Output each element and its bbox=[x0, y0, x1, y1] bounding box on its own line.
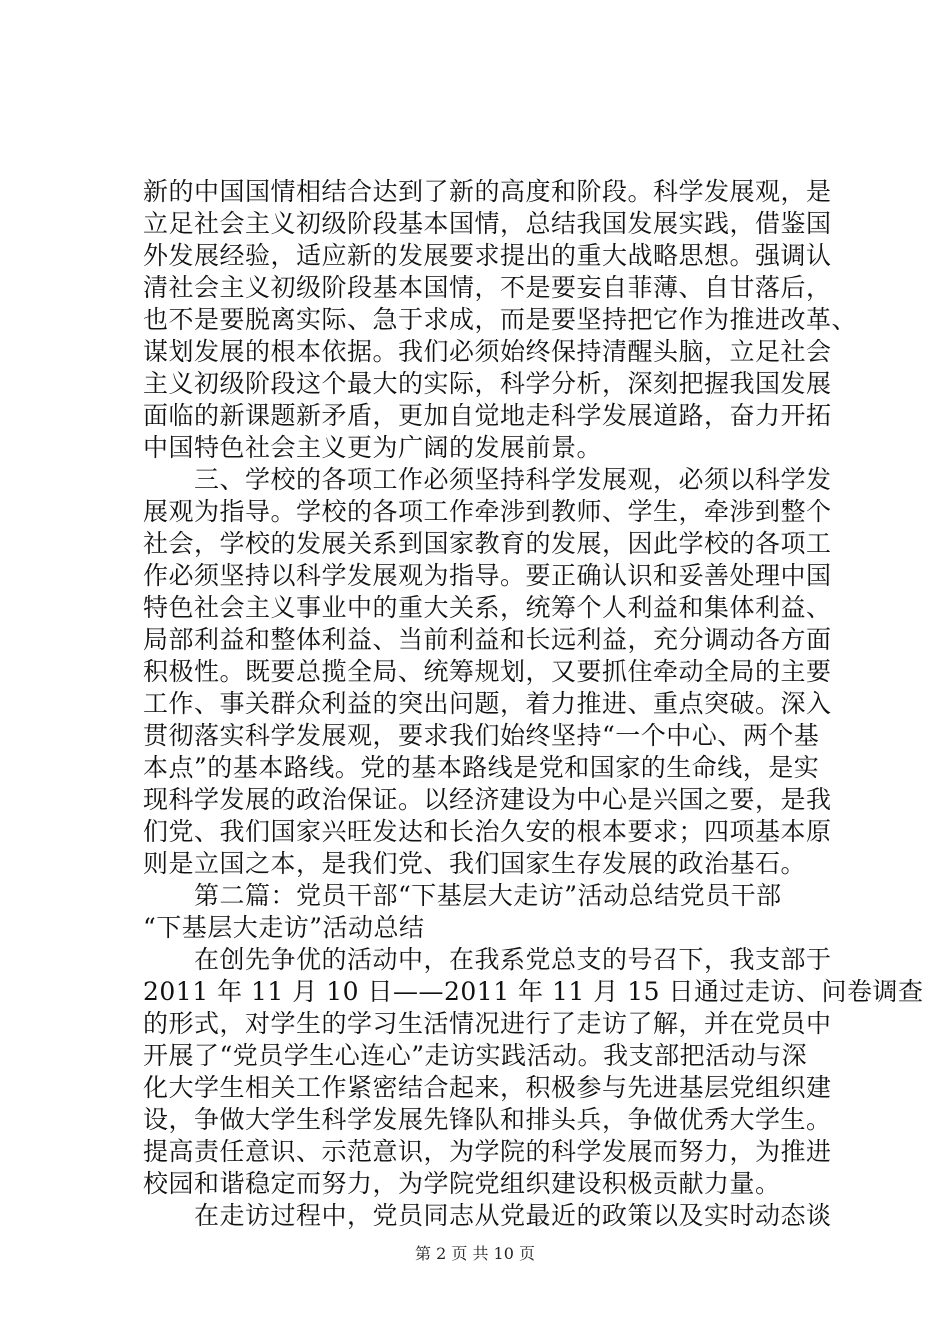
text-line: 贯彻落实科学发展观，要求我们始终坚持“一个中心、两个基 bbox=[143, 721, 820, 750]
text-line: 局部利益和整体利益、当前利益和长远利益，充分调动各方面 bbox=[143, 625, 832, 654]
text-line: 外发展经验，适应新的发展要求提出的重大战略思想。强调认 bbox=[143, 241, 832, 270]
text-line: 积极性。既要总揽全局、统筹规划，又要抓住牵动全局的主要 bbox=[143, 657, 832, 686]
section-heading-line: “下基层大走访”活动总结 bbox=[143, 913, 425, 942]
text-line: 社会，学校的发展关系到国家教育的发展，因此学校的各项工 bbox=[143, 529, 832, 558]
text-line: 新的中国国情相结合达到了新的高度和阶段。科学发展观，是 bbox=[143, 177, 832, 206]
text-line: 校园和谐稳定而努力，为学院党组织建设积极贡献力量。 bbox=[143, 1169, 781, 1198]
text-line: 中国特色社会主义更为广阔的发展前景。 bbox=[143, 433, 603, 462]
text-line: 提高责任意识、示范意识，为学院的科学发展而努力，为推进 bbox=[143, 1137, 832, 1166]
text-line: 面临的新课题新矛盾，更加自觉地走科学发展道路，奋力开拓 bbox=[143, 401, 832, 430]
text-line: 三、学校的各项工作必须坚持科学发展观，必须以科学发 bbox=[143, 465, 832, 494]
text-line: 作必须坚持以科学发展观为指导。要正确认识和妥善处理中国 bbox=[143, 561, 832, 590]
text-line: 开展了“党员学生心连心”走访实践活动。我支部把活动与深 bbox=[143, 1041, 808, 1070]
text-line: 也不是要脱离实际、急于求成，而是要坚持把它作为推进改革、 bbox=[143, 305, 858, 334]
text-line: 展观为指导。学校的各项工作牵涉到教师、学生，牵涉到整个 bbox=[143, 497, 832, 526]
text-line: 现科学发展的政治保证。以经济建设为中心是兴国之要，是我 bbox=[143, 785, 832, 814]
text-line: 在创先争优的活动中，在我系党总支的号召下，我支部于 bbox=[143, 945, 832, 974]
text-line: 们党、我们国家兴旺发达和长治久安的根本要求；四项基本原 bbox=[143, 817, 832, 846]
text-line: 立足社会主义初级阶段基本国情，总结我国发展实践，借鉴国 bbox=[143, 209, 832, 238]
text-line: 则是立国之本，是我们党、我们国家生存发展的政治基石。 bbox=[143, 849, 807, 878]
text-line: 主义初级阶段这个最大的实际，科学分析，深刻把握我国发展 bbox=[143, 369, 832, 398]
text-line: 特色社会主义事业中的重大关系，统筹个人利益和集体利益、 bbox=[143, 593, 832, 622]
text-line: 谋划发展的根本依据。我们必须始终保持清醒头脑，立足社会 bbox=[143, 337, 832, 366]
text-line: 设，争做大学生科学发展先锋队和排头兵，争做优秀大学生。 bbox=[143, 1105, 832, 1134]
text-line: 2011 年 11 月 10 日——2011 年 11 月 15 日通过走访、问卷调查 bbox=[143, 977, 924, 1006]
text-line: 清社会主义初级阶段基本国情，不是要妄自菲薄、自甘落后， bbox=[143, 273, 832, 302]
text-line: 的形式，对学生的学习生活情况进行了走访了解，并在党员中 bbox=[143, 1009, 832, 1038]
text-line: 本点”的基本路线。党的基本路线是党和国家的生命线，是实 bbox=[143, 753, 820, 782]
page-number: 第 2 页 共 10 页 bbox=[415, 1244, 535, 1263]
text-line: 化大学生相关工作紧密结合起来，积极参与先进基层党组织建 bbox=[143, 1073, 832, 1102]
text-line: 在走访过程中，党员同志从党最近的政策以及实时动态谈 bbox=[143, 1201, 832, 1230]
text-line: 工作、事关群众利益的突出问题，着力推进、重点突破。深入 bbox=[143, 689, 832, 718]
section-heading-line: 第二篇：党员干部“下基层大走访”活动总结党员干部 bbox=[143, 881, 782, 910]
